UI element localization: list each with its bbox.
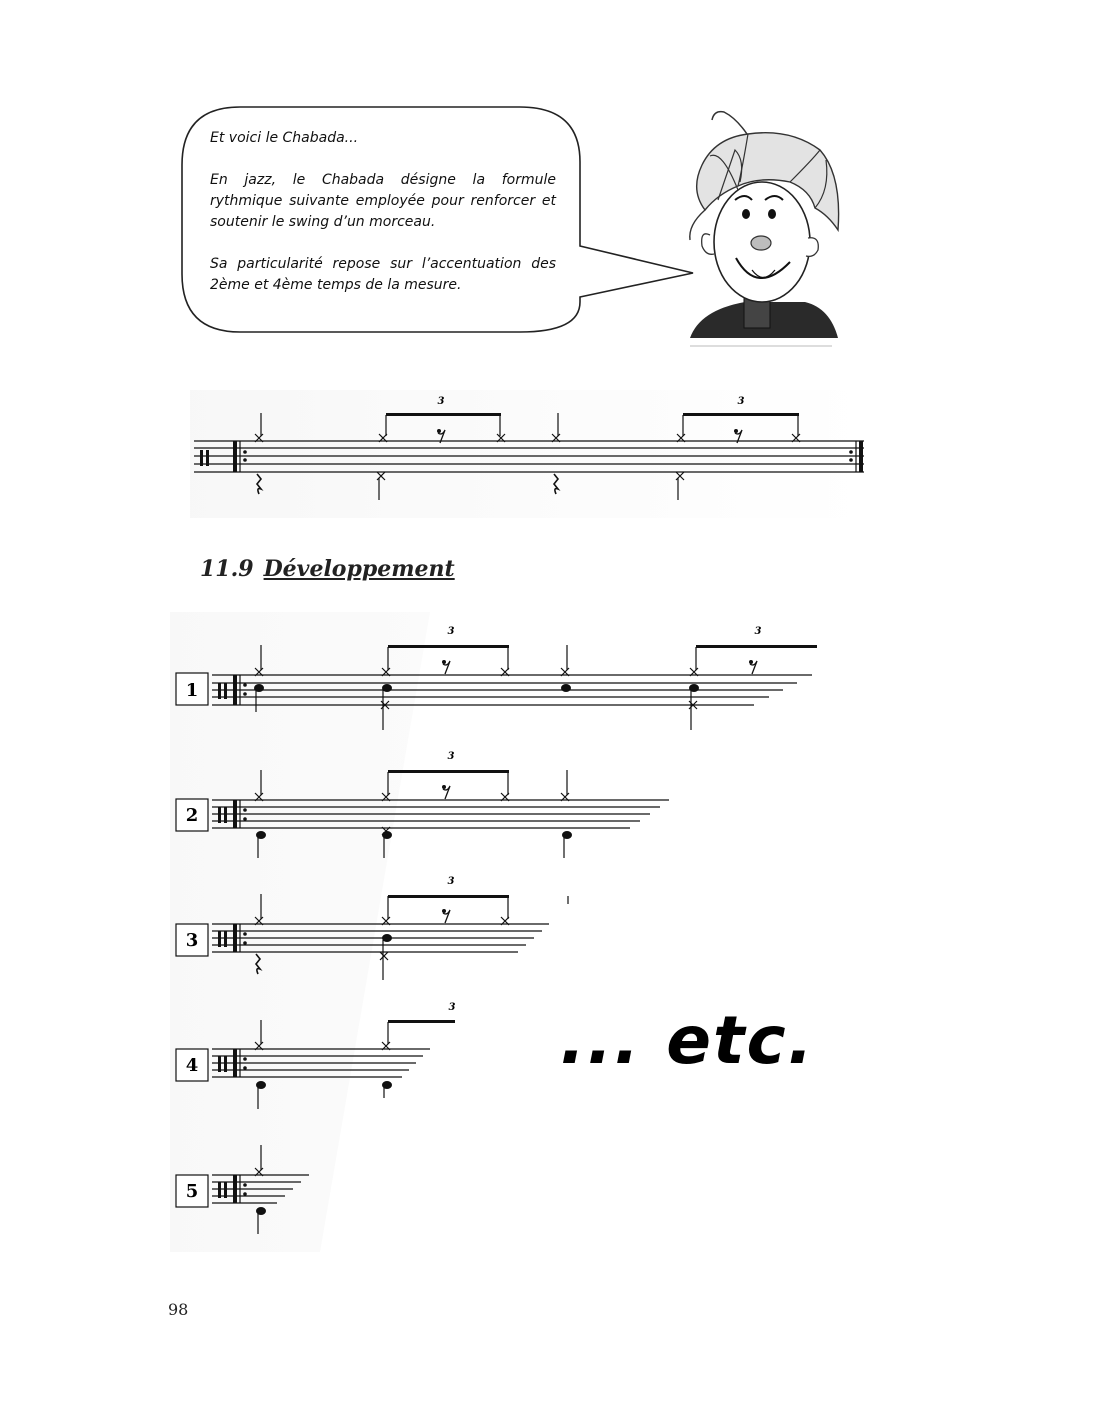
exercise-1-label: 1: [185, 680, 199, 701]
cartoon-character: [690, 112, 839, 346]
exercise-2-label: 2: [185, 805, 199, 826]
speech-paragraph-3: Sa particularité repose sur l’accentuation des 2ème et 4ème temps de la mesure.: [210, 256, 556, 293]
exercise-1-tuplet-1: 3: [447, 626, 455, 637]
main-tuplet-2: 3: [737, 396, 745, 407]
exercise-3-label: 3: [185, 930, 199, 951]
exercise-4-tuplet-1: 3: [448, 1002, 456, 1013]
main-tuplet-1: 3: [437, 396, 445, 407]
etc-text: ... etc.: [560, 1002, 815, 1079]
page-number: 98: [168, 1300, 189, 1319]
speech-bubble-text: [210, 128, 556, 296]
exercise-3-tuplet-1: 3: [447, 876, 455, 887]
exercise-1-tuplet-2: 3: [754, 626, 762, 637]
exercise-4-label: 4: [185, 1055, 199, 1076]
section-title: Développement: [263, 556, 455, 582]
exercise-2-tuplet-1: 3: [447, 751, 455, 762]
section-heading: [200, 556, 455, 582]
speech-paragraph-2: En jazz, le Chabada désigne la formule rythmique suivante employée pour renforcer et soutenir le swing d’un morceau.: [210, 172, 556, 230]
section-number: 11.9: [200, 556, 254, 582]
speech-line-1: Et voici le Chabada...: [210, 130, 359, 146]
exercise-5-label: 5: [185, 1181, 199, 1202]
